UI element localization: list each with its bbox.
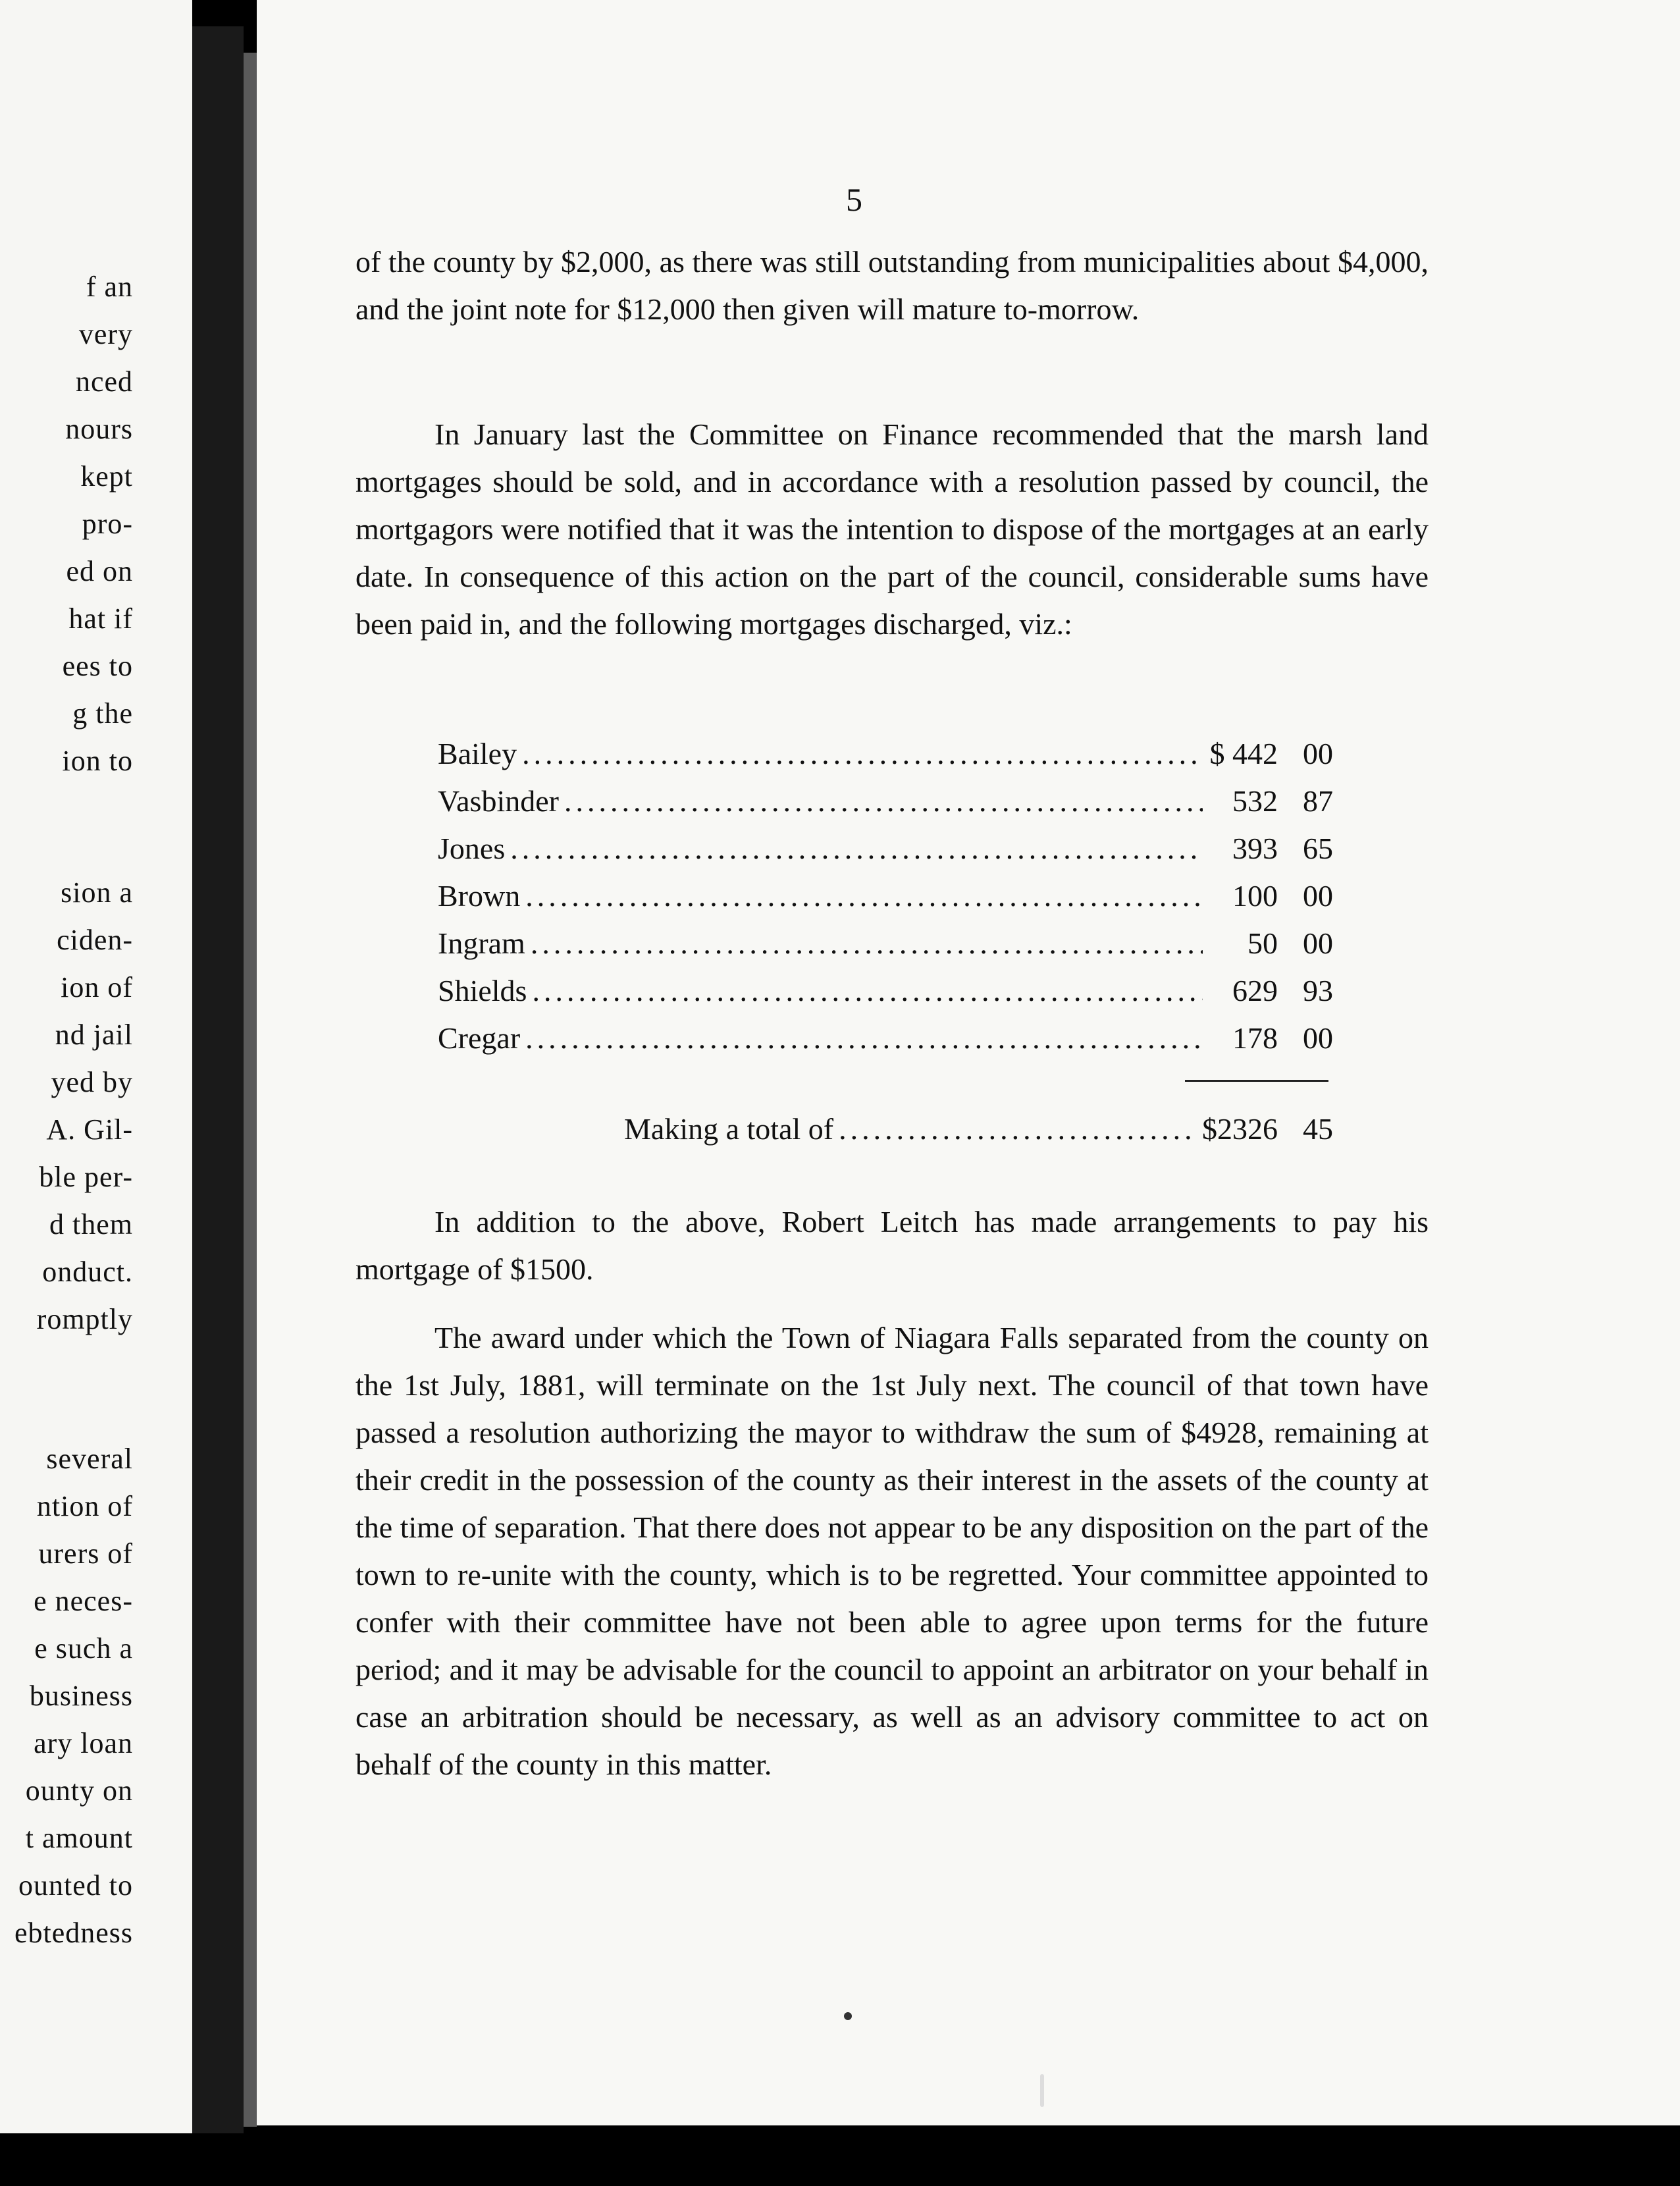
ledger-row [438,973,1333,1021]
left-page-text-fragment: hat if [68,602,133,635]
left-page-text-fragment: t amount [25,1822,133,1854]
ledger-dollars: $ 442 [1209,737,1278,770]
ledger-amount [1208,784,1333,818]
leader-dots [510,831,1203,866]
ledger-cents: 87 [1303,784,1333,818]
ledger-name: Vasbinder [438,784,559,818]
ledger-amount [1208,736,1333,771]
left-page-text-fragment: pro- [82,508,133,540]
ledger-row [438,1021,1333,1068]
left-page-text-fragment: nced [75,365,133,398]
leader-dots [532,973,1203,1008]
total-label: Making a total of [624,1112,834,1146]
page-number: 5 [846,181,862,218]
left-page [0,0,192,2133]
ledger-amount [1208,878,1333,913]
ledger-dollars: 100 [1232,879,1278,913]
left-page-text-fragment: e neces- [34,1585,133,1617]
ledger-dollars: 393 [1232,832,1278,865]
leader-dots [839,1111,1197,1146]
ledger-amount [1208,831,1333,866]
ledger-cents: 65 [1303,832,1333,865]
ink-speck [844,2012,852,2020]
leader-dots [522,736,1203,771]
left-page-text-fragment: several [46,1443,133,1475]
paragraph-3: In addition to the above, Robert Leitch has made arrangements to pay his mortgage of $1500. [355,1205,1429,1286]
paper-mark [1040,2074,1044,2107]
total-cents: 45 [1303,1112,1333,1146]
leader-dots [525,1021,1203,1055]
ledger-row [438,736,1333,784]
left-page-text-fragment: ion to [62,745,133,777]
left-page-text-fragment: ciden- [57,924,133,956]
ledger-cents: 00 [1303,879,1333,913]
ledger-name: Shields [438,974,527,1007]
paragraph-4: The award under which the Town of Niagara Falls separated from the county on the 1st July, 1881, will terminate on the 1st July next. The council of that town have passed a resolution authorizing the mayor to withdraw the sum of $4928, remaining at their credit in the possession of the county as their interest in the assets of the county at the time of separation. That there does not appear to be any disposition on the part of the town to re-unite with the county, which is to be regretted. Your committee appointed to confer with their committee have not been able to agree upon terms for the future period; and it may be advisable for the council to appoint an arbitrator on your behalf in case an arbitration should be necessary, as well as an advisory committee to act on behalf of the county in this matter. [355,1321,1429,1781]
ledger-name: Cregar [438,1021,521,1055]
sum-rule [1185,1080,1328,1082]
left-page-text-fragment: onduct. [42,1256,133,1288]
left-page-text-fragment: sion a [61,876,133,909]
ledger-name: Ingram [438,926,525,960]
total-row [624,1111,1333,1146]
left-page-text-fragment: ed on [66,555,133,587]
left-page-text-fragment: romptly [36,1303,133,1335]
ledger-name: Bailey [438,737,517,770]
left-page-text-fragment: yed by [51,1066,133,1098]
mortgage-ledger [438,736,1333,1068]
leader-dots [531,926,1203,961]
ledger-row [438,878,1333,926]
ledger-row [438,831,1333,878]
left-page-text-fragment: kept [80,460,133,493]
left-page-text-fragment: e such a [34,1632,133,1665]
left-page-text-fragment: business [29,1680,133,1712]
left-page-text-fragment: d them [49,1208,133,1240]
left-page-text-fragment: ble per- [39,1161,133,1193]
ledger-amount [1208,926,1333,961]
ledger-dollars: 629 [1232,974,1278,1007]
leader-dots [564,784,1203,818]
ledger-name: Brown [438,879,521,913]
ledger-amount [1208,1021,1333,1055]
left-page-text-fragment: g the [72,697,133,730]
left-page-text-fragment: ebtedness [14,1917,133,1949]
left-page-text-fragment: ounted to [18,1869,133,1902]
left-page-text-fragment: ion of [61,971,133,1003]
left-page-text-fragment: ntion of [36,1490,133,1522]
left-page-text-fragment: ounty on [25,1774,133,1807]
left-page-text-fragment: ary loan [34,1727,133,1759]
ledger-cents: 00 [1303,1021,1333,1055]
ledger-cents: 00 [1303,737,1333,770]
ledger-cents: 93 [1303,974,1333,1007]
ledger-dollars: 178 [1232,1021,1278,1055]
paragraph-1: of the county by $2,000, as there was still outstanding from municipalities about $4,000, and the joint note for $12,000 then given will mature to-morrow. [355,245,1429,326]
ledger-row [438,926,1333,973]
ledger-row [438,784,1333,831]
total-dollars: $2326 [1202,1112,1278,1146]
book-gutter-shadow [244,53,257,2127]
left-page-text-fragment: A. Gil- [46,1113,133,1146]
left-page-text-fragment: nd jail [55,1019,133,1051]
ledger-dollars: 532 [1232,784,1278,818]
ledger-amount [1208,973,1333,1008]
left-page-text-fragment: urers of [38,1537,133,1570]
book-gutter [192,26,244,2133]
leader-dots [525,878,1203,913]
ledger-cents: 00 [1303,926,1333,960]
left-page-text-fragment: ees to [62,650,133,682]
left-page-text-fragment: nours [65,413,133,445]
left-page-text-fragment: very [78,318,133,350]
paragraph-2: In January last the Committee on Finance recommended that the marsh land mortgages should be sold, and in accordance with a resolution passed by council, the mortgagors were notified that it was the intention to dispose of the mortgages at an early date. In consequence of this action on the part of the council, considerable sums have been paid in, and the following mortgages discharged, viz.: [355,417,1429,641]
ledger-dollars: 50 [1247,926,1278,960]
ledger-name: Jones [438,832,506,865]
total-amount [1202,1111,1333,1146]
left-page-text-fragment: f an [86,271,133,303]
